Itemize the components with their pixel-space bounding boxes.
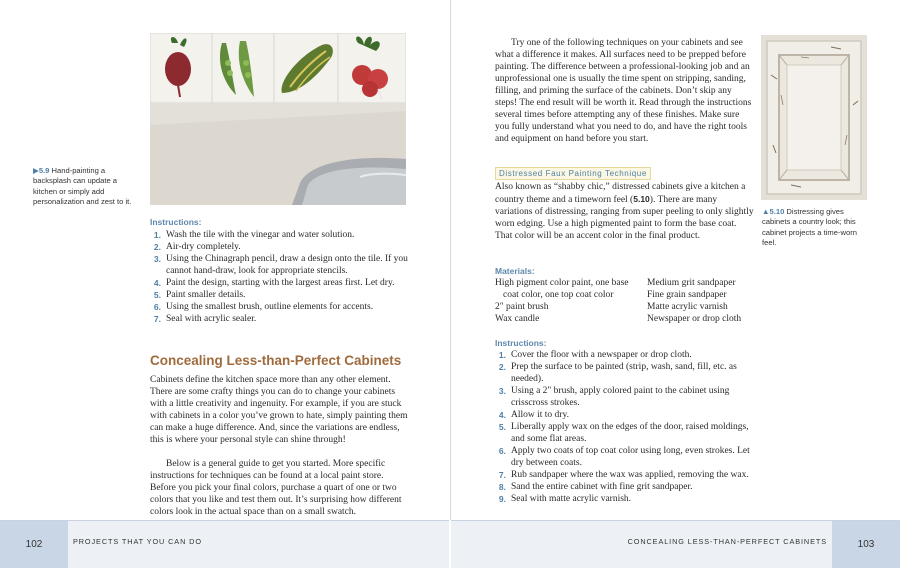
materials-list bbox=[495, 277, 757, 325]
materials-column-right bbox=[647, 277, 757, 325]
list-item: Wax candle bbox=[495, 314, 540, 324]
instructions-label: Instructions: bbox=[150, 217, 202, 227]
intro-paragraph: Try one of the following techniques on your cabinets and see what a difference it makes. All surfaces need to be prepped before painting. The difference between a professional-looking job and an unprofessional one is usually the time spent on stripping, sanding, filling, and priming the surface of the cabinets. Don’t skip any steps! The end result will be worth it. Read through the instructions several times before attempting any of these finishes. Make sure you fully understand what you need to do, and have the right tools and equipment on hand before you start. bbox=[495, 38, 752, 144]
list-item: 9. Seal with matte acrylic varnish. bbox=[498, 494, 632, 504]
left-footer bbox=[0, 520, 449, 568]
right-instructions-list bbox=[495, 349, 757, 505]
list-item: 8. Sand the entire cabinet with fine grit sandpaper. bbox=[498, 482, 693, 492]
body-paragraph: Below is a general guide to get you started. More specific instructions for techniques can be found at a local paint store. Before you pick your final colors, purchase a quart of one or two colors that you like and test them out. It’s surprising how different colors look in the actual space than on a small swatch. bbox=[150, 459, 402, 517]
list-item: 5. Liberally apply wax on the edges of the door, raised moldings, and some flat areas. bbox=[498, 422, 749, 444]
caption-marker: ▲5.10 bbox=[762, 207, 785, 216]
list-item: High pigment color paint, one base coat color, one top coat color bbox=[495, 278, 629, 300]
materials-label: Materials: bbox=[495, 266, 535, 276]
list-item: 4. Allow it to dry. bbox=[498, 410, 569, 420]
running-head: CONCEALING LESS-THAN-PERFECT CABINETS bbox=[627, 537, 827, 546]
caption-text: Hand-painting a backsplash can update a kitchen or simply add personalization and zest to it. bbox=[33, 166, 132, 207]
materials-column-left bbox=[495, 277, 647, 325]
page-number: 103 bbox=[832, 521, 900, 568]
list-item: 3. Using a 2" brush, apply colored paint to the cabinet using crisscross strokes. bbox=[498, 386, 730, 408]
running-head: PROJECTS THAT YOU CAN DO bbox=[73, 537, 202, 546]
right-footer bbox=[451, 520, 900, 568]
technique-heading: Distressed Faux Painting Technique bbox=[495, 167, 651, 180]
figure-reference: 5.10 bbox=[633, 194, 650, 204]
figure-caption-5-9 bbox=[33, 166, 141, 208]
body-paragraph: Cabinets define the kitchen space more than any other element. There are some crafty things you can do to change your cabinets with a little creativity and ingenuity. For example, if you are stuck with cabinets in a color you’ve grown to hate, simply painting them can make a huge difference. And, since the variations are endless, this is where your personal style can shine through! bbox=[150, 375, 408, 445]
list-item: Newspaper or drop cloth bbox=[647, 314, 742, 324]
backsplash-illustration bbox=[150, 33, 406, 205]
list-item: 2. Prep the surface to be painted (strip, wash, sand, fill, etc. as needed). bbox=[498, 362, 737, 384]
list-item: 7. Seal with acrylic sealer. bbox=[153, 314, 257, 324]
figure-caption-5-10 bbox=[762, 207, 872, 249]
caption-marker: ▶5.9 bbox=[33, 166, 50, 175]
instructions-label: Instructions: bbox=[495, 338, 547, 348]
list-item: 4. Paint the design, starting with the largest areas first. Let dry. bbox=[153, 278, 395, 288]
distressed-cabinet-photo bbox=[761, 35, 867, 200]
technique-paragraph: Also known as “shabby chic,” distressed cabinets give a kitchen a country theme and a timeworn feel (5.10). There are many variations of distressing, ranging from super peeling to only slightly worn edging. Use a high pigmented paint to form the base coat. That color will be an accent color in the final product. bbox=[495, 182, 754, 241]
list-item: Fine grain sandpaper bbox=[647, 290, 727, 300]
list-item: 2. Air-dry completely. bbox=[153, 242, 241, 252]
kitchen-backsplash-photo bbox=[150, 33, 406, 205]
list-item: Medium grit sandpaper bbox=[647, 278, 736, 288]
cabinet-door-illustration bbox=[761, 35, 867, 200]
section-heading: Concealing Less-than-Perfect Cabinets bbox=[150, 353, 402, 368]
list-item: 6. Using the smallest brush, outline elements for accents. bbox=[153, 302, 374, 312]
list-item: 1. Cover the floor with a newspaper or drop cloth. bbox=[498, 350, 692, 360]
page-number: 102 bbox=[0, 521, 68, 568]
list-item: 7. Rub sandpaper where the wax was applied, removing the wax. bbox=[498, 470, 749, 480]
list-item: 6. Apply two coats of top coat color using long, even strokes. Let dry between coats. bbox=[498, 446, 750, 468]
left-instructions-list bbox=[150, 229, 412, 325]
list-item: Matte acrylic varnish bbox=[647, 302, 728, 312]
list-item: 5. Paint smaller details. bbox=[153, 290, 246, 300]
page-gutter bbox=[450, 0, 451, 520]
caption-text: Distressing gives cabinets a country look; this cabinet projects a time-worn feel. bbox=[762, 207, 857, 248]
list-item: 2" paint brush bbox=[495, 302, 549, 312]
list-item: 1. Wash the tile with the vinegar and water solution. bbox=[153, 230, 355, 240]
list-item: 3. Using the Chinagraph pencil, draw a design onto the tile. If you cannot hand-draw, look for appropriate stencils. bbox=[153, 254, 408, 276]
